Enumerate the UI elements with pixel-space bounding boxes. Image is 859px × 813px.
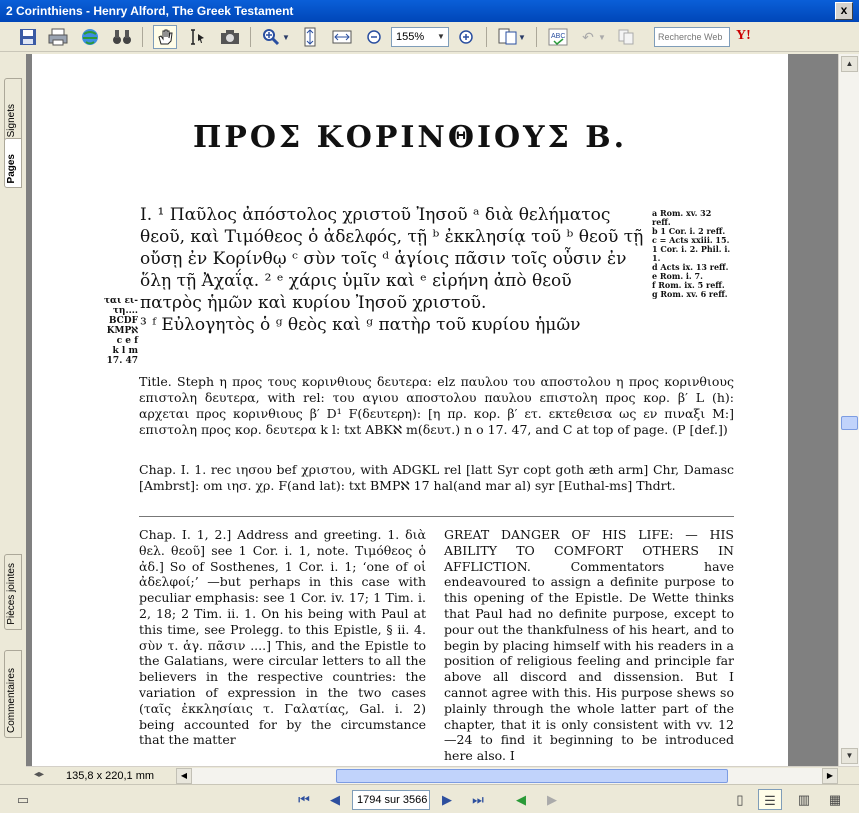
zoom-menu-chevron-icon[interactable]: ▼ [282, 32, 290, 42]
separator [250, 27, 251, 47]
yahoo-logo[interactable]: Y! [736, 28, 751, 43]
next-view-icon[interactable]: ▶ [547, 792, 557, 807]
commentary-right-column: GREAT DANGER OF HIS LIFE: — HIS ABILITY TO COMFORT OTHERS IN AFFLICTION. Commentators have endeavoured to assign a definite purpose to this opening of the Epistle. De Wette thinks that Paul had no definite purpose, except to pour out the thankfulness of his heart, and to begin by placing himself with his readers in a position of religious feeling and principle far above all discord and dissension. But I cannot agree with this. His purpose shews so plainly through the whole latter part of the chapter, that it is only consistent with vv. 12—24 to find it beginning to be introduced here also. I [444, 527, 734, 764]
verse-line: Ι. ¹ Παῦλος ἀπόστολος χριστοῦ Ἰησοῦ ᵃ διὰ θελήματος [140, 205, 611, 225]
sigla-line: τη.... [112, 306, 138, 316]
print-icon[interactable] [46, 25, 70, 49]
web-search-input[interactable]: Recherche Web [654, 27, 730, 47]
undo-chevron-icon[interactable]: ▼ [598, 32, 606, 42]
previous-view-icon[interactable]: ◀ [516, 792, 526, 807]
page-dimensions: 135,8 x 220,1 mm [66, 770, 155, 782]
page-layout-chevron-icon[interactable]: ▼ [518, 32, 526, 42]
cross-ref: c = Acts xxiii. 15. 1 Cor. i. 2. Phil. i. 1. [652, 235, 731, 263]
toolbar [0, 22, 859, 52]
page-title: ΠΡΟΣ ΚΟΡΙΝΘΙΟΥΣ Β. [192, 120, 628, 155]
zoom-level-value: 155% [396, 31, 425, 43]
text-select-icon[interactable] [186, 25, 210, 49]
scroll-down-arrow-icon[interactable]: ▼ [841, 748, 858, 764]
tab-bookmarks[interactable]: Signets [4, 78, 22, 142]
verse-line: ³ ᶠ Εὐλογητὸς ὁ ᵍ θεὸς καὶ ᵍ πατὴρ τοῦ κυρίου ἡμῶν [140, 315, 581, 335]
scroll-right-arrow-icon[interactable]: ▶ [822, 768, 838, 784]
previous-page-icon[interactable]: ◀ [330, 792, 340, 807]
separator [486, 27, 487, 47]
separator [536, 27, 537, 47]
cross-ref: g Rom. xv. 6 reff. [652, 289, 728, 299]
horizontal-scrollbar[interactable] [176, 768, 838, 784]
fit-height-icon[interactable] [298, 25, 322, 49]
sigla-line: ται ει- [103, 296, 138, 306]
spellcheck-icon[interactable] [546, 25, 570, 49]
next-page-icon[interactable]: ▶ [442, 792, 452, 807]
options-icon[interactable]: ▭ [16, 792, 30, 807]
single-page-view-icon[interactable]: ▯ [736, 792, 744, 807]
horizontal-scroll-thumb[interactable] [336, 769, 728, 783]
tab-pages[interactable]: Pages [4, 138, 22, 188]
save-icon[interactable] [16, 25, 40, 49]
facing-view-icon[interactable]: ▥ [797, 792, 811, 807]
pdf-page [32, 54, 788, 766]
separator [142, 27, 143, 47]
title-bar [0, 0, 859, 22]
vertical-scroll-thumb[interactable] [841, 416, 858, 430]
page-number-field[interactable]: 1794 sur 3566 [352, 790, 430, 810]
svg-text:ABC: ABC [551, 33, 566, 40]
copy-icon[interactable] [614, 25, 638, 49]
hand-tool-icon[interactable] [153, 25, 177, 49]
title-apparatus-note: Title. Steph η προς τους κορινθιους δευτερα: elz παυλου του αποστολου η προς κορινθιους επιστολη δευτερα, with rel: του αγιου αποστολου παυλου επιστολη προς κορ. β′ L (h): αρχεται προς κορινθιους β′ D¹ F(δευτερη): [η πρ. κορ. β′ ετ. εκτεθεισα ως εν πιναξι M:] επιστολη προς κορ. δευτερα k l: txt ABKℵ m(δευτ.) n o 17. 47, and C at top of page. (P [def.]) [139, 374, 734, 437]
zoom-out-icon[interactable] [362, 25, 386, 49]
tab-comments[interactable]: Commentaires [4, 650, 22, 738]
chapter-apparatus-note: Chap. I. 1. rec ιησου bef χριστου, with ADGKL rel [latt Syr copt goth æth arm] Chr, Damasc [Ambrst]: om ιησ. χρ. F(and lat): txt BMPℵ 17 hal(and mar al) syr [Euthal-ms] Thdrt. [139, 462, 734, 493]
sigla-line: 17. 47 [106, 356, 138, 366]
window-title: 2 Corinthiens - Henry Alford, The Greek Testament [6, 4, 294, 18]
verse-line: θεοῦ, καὶ Τιμόθεος ὁ ἀδελφός, τῇ ᵇ ἐκκλησίᾳ τοῦ ᵇ θεοῦ τῇ [140, 227, 644, 247]
horizontal-bar [26, 766, 859, 784]
verse-line: οὔσῃ ἐν Κορίνθῳ ᶜ σὺν τοῖς ᵈ ἁγίοις πᾶσιν τοῖς οὖσιν ἐν [140, 249, 627, 269]
verse-line: ὅλῃ τῇ Ἀχαΐᾳ. ² ᵉ χάρις ὑμῖν καὶ ᵉ εἰρήνη ἀπὸ θεοῦ [140, 271, 572, 291]
sigla-line: k l m [112, 346, 138, 356]
undo-icon[interactable]: ↶ [582, 28, 594, 45]
sigla-line: BCDF [108, 316, 138, 326]
resize-arrows-icon[interactable]: ◂▸ [34, 769, 45, 780]
close-button[interactable]: x [835, 2, 853, 20]
document-viewport[interactable] [32, 54, 838, 766]
sigla-line: ΚΜΡℵ [106, 326, 138, 336]
zoom-in-icon[interactable] [454, 25, 478, 49]
vertical-scrollbar[interactable] [838, 54, 859, 766]
continuous-view-icon[interactable]: ☰ [758, 789, 782, 810]
cross-ref: f Rom. ix. 5 reff. [652, 280, 725, 290]
manuscript-sigla [98, 296, 138, 366]
fit-width-icon[interactable] [330, 25, 354, 49]
zoom-dropdown-chevron-icon[interactable]: ▼ [437, 32, 445, 41]
commentary-left-column: Chap. I. 1, 2.] Address and greeting. 1. διὰ θελ. θεοῦ] see 1 Cor. i. 1, note. Τιμόθεος ὁ ἀδ.] So of Sosthenes, 1 Cor. i. 1; ‘one of οἱ ἀδελφοί;’ —but perhaps in this case with peculiar emphasis: see 1 Cor. iv. 17; 1 Tim. i. 2, 18; 2 Tim. ii. 1. On his being with Paul at this time, see Prolegg. to this Epistle, § ii. 4. σὺν τ. ἁγ. πᾶσιν ....] This, and the Epistle to the Galatians, were circular letters to all the believers in the respective countries: the variation of expression in the two cases (ταῖς ἐκκλησίαις τ. Γαλατίας, Gal. i. 2) being accounted for by the circumstance that the matter [139, 527, 426, 748]
cross-ref: b 1 Cor. i. 2 reff. [652, 226, 726, 236]
first-page-icon[interactable]: ⏮ [298, 792, 310, 807]
greek-verse-block [140, 204, 648, 336]
scroll-up-arrow-icon[interactable]: ▲ [841, 56, 858, 72]
divider [139, 516, 734, 517]
cross-ref: e Rom. i. 7. [652, 271, 703, 281]
search-binoculars-icon[interactable] [110, 25, 134, 49]
navigation-bar [0, 784, 859, 813]
tab-attachments[interactable]: Pièces jointes [4, 554, 22, 630]
zoom-level-field[interactable] [391, 27, 449, 47]
verse-line: πατρὸς ἡμῶν καὶ κυρίου Ἰησοῦ χριστοῦ. [140, 293, 487, 313]
email-globe-icon[interactable] [78, 25, 102, 49]
cross-references [652, 209, 732, 299]
cross-ref: a Rom. xv. 32 reff. [652, 208, 712, 227]
navigation-panel-tabs [0, 54, 26, 764]
continuous-facing-view-icon[interactable]: ▦ [828, 792, 842, 807]
cross-ref: d Acts ix. 13 reff. [652, 262, 729, 272]
snapshot-camera-icon[interactable] [218, 25, 242, 49]
sigla-line: c e f [116, 336, 138, 346]
last-page-icon[interactable]: ⏭ [472, 792, 484, 807]
scroll-left-arrow-icon[interactable]: ◀ [176, 768, 192, 784]
